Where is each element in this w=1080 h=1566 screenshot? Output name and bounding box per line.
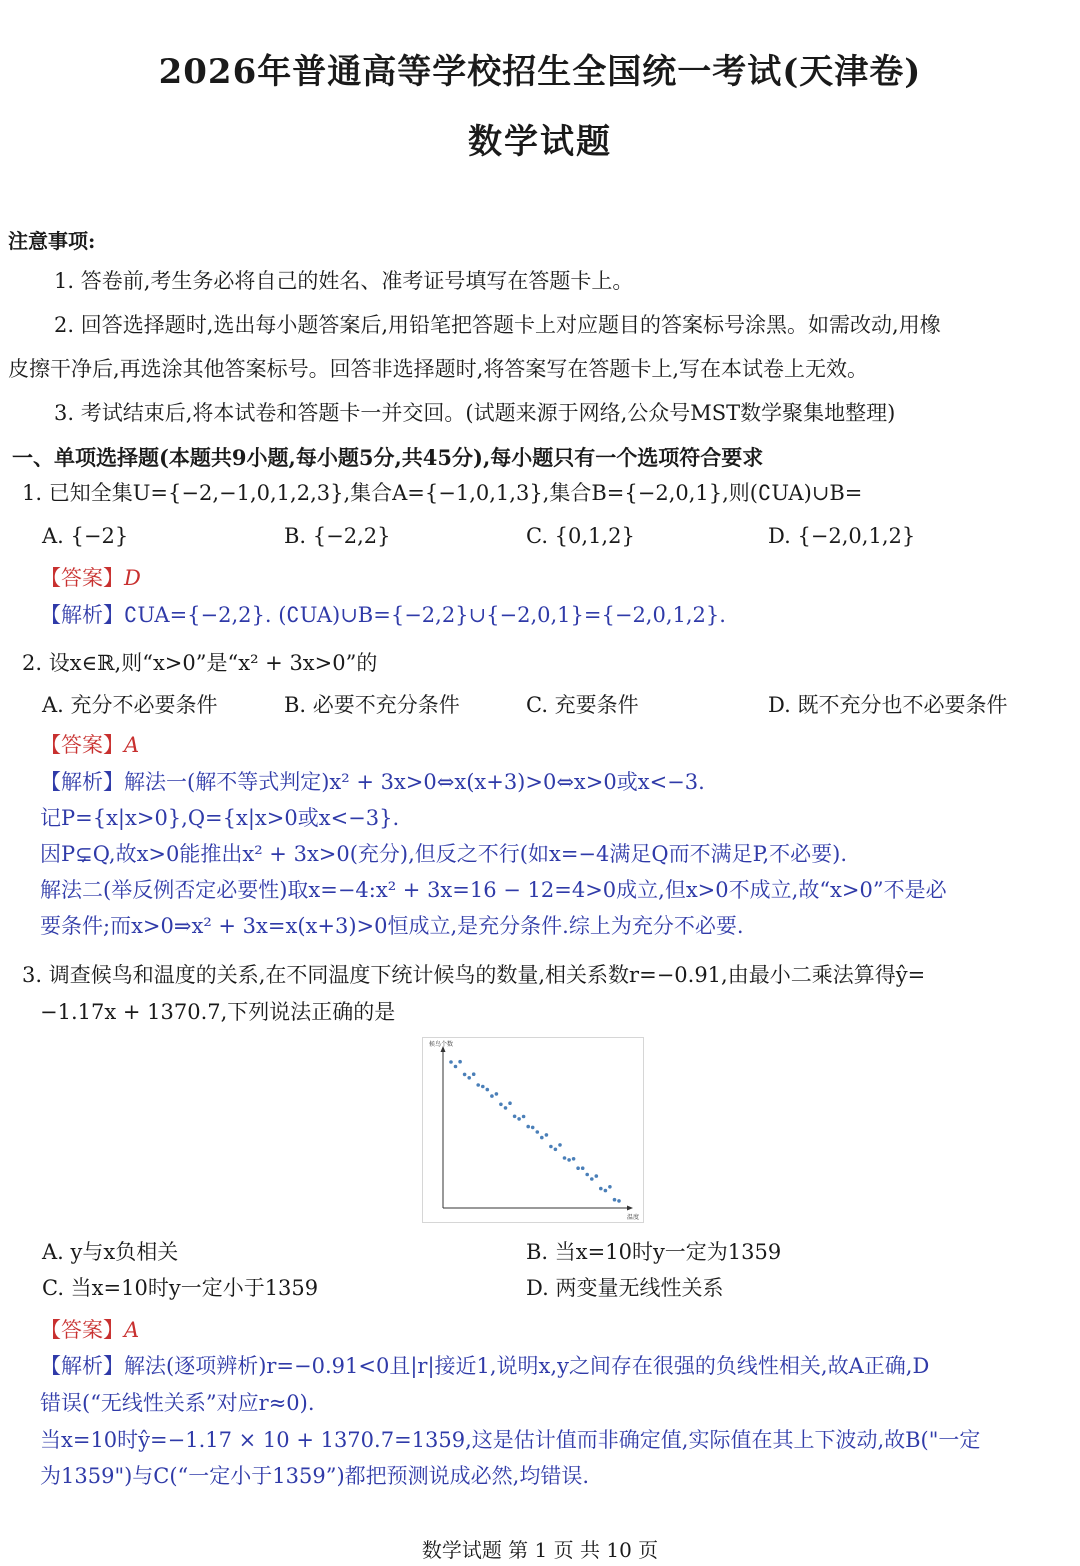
scatter-point xyxy=(490,1094,494,1098)
q2-analysis-line-3: 因P⊊Q,故x>0能推出x² + 3x>0(充分),但反之不行(如x=−4满足Q而不满足P,不必要). xyxy=(40,842,848,866)
q3-analysis-line-2: 错误(“无线性关系”对应r≈0). xyxy=(40,1391,315,1415)
scatter-point xyxy=(508,1101,512,1105)
q3-scatter-plot xyxy=(423,1038,643,1222)
q2-analysis-line-1 xyxy=(40,767,705,797)
q1-analysis-text: ∁UA={−2,2}. (∁UA)∪B={−2,2}∪{−2,0,1}={−2,0,1,2}. xyxy=(124,603,726,627)
scatter-point xyxy=(454,1065,458,1069)
q2-answer xyxy=(40,730,139,760)
scatter-point xyxy=(513,1115,517,1119)
q3-analysis-line-4: 为1359")与C(“一定小于1359”)都把预测说成必然,均错误. xyxy=(40,1464,590,1488)
exam-subtitle: 数学试题 xyxy=(468,122,612,162)
scatter-point xyxy=(467,1076,471,1080)
q2-answer-value: A xyxy=(124,733,140,757)
scatter-point xyxy=(581,1166,585,1170)
scatter-point xyxy=(517,1117,521,1121)
q3-analysis-line-3: 当x=10时ŷ=−1.17 × 10 + 1370.7=1359,这是估计值而非确定值,实际值在其上下波动,故B("一定 xyxy=(40,1428,981,1452)
q3-option-d: D. 两变量无线性关系 xyxy=(526,1276,724,1300)
q1-answer-value: D xyxy=(124,566,141,590)
scatter-point xyxy=(536,1130,540,1134)
q3-analysis-text-1: 解法(逐项辨析)r=−0.91<0且|r|接近1,说明x,y之间存在很强的负线性相关,故A正确,D xyxy=(124,1354,930,1378)
scatter-point xyxy=(526,1125,530,1129)
q2-option-c: C. 充要条件 xyxy=(526,693,639,717)
scatter-point xyxy=(572,1157,576,1161)
answer-tag: 【答案】 xyxy=(40,733,124,757)
scatter-point xyxy=(613,1198,617,1202)
q2-analysis-line-4: 解法二(举反例否定必要性)取x=−4:x² + 3x=16 − 12=4>0成立,但x>0不成立,故“x>0”不是必 xyxy=(40,878,947,902)
q2-option-a: A. 充分不必要条件 xyxy=(42,693,218,717)
page-footer: 数学试题 第 1 页 共 10 页 xyxy=(421,1538,659,1562)
q2-analysis-line-5: 要条件;而x>0⇒x² + 3x=x(x+3)>0恒成立,是充分条件.综上为充分不必要. xyxy=(40,914,744,938)
q3-answer-value: A xyxy=(124,1318,140,1342)
answer-tag: 【答案】 xyxy=(40,1318,124,1342)
scatter-point xyxy=(563,1156,567,1160)
q1-analysis xyxy=(40,600,726,630)
scatter-point xyxy=(458,1060,462,1064)
scatter-point xyxy=(576,1166,580,1170)
q3-option-c: C. 当x=10时y一定小于1359 xyxy=(42,1276,319,1300)
scatter-point xyxy=(567,1158,571,1162)
scatter-point xyxy=(599,1187,603,1191)
analysis-tag: 【解析】 xyxy=(40,770,124,794)
scatter-point xyxy=(499,1103,503,1107)
scatter-point xyxy=(617,1199,621,1203)
scatter-point xyxy=(522,1115,526,1119)
scatter-point xyxy=(540,1136,544,1140)
section-heading: 一、单项选择题(本题共9小题,每小题5分,共45分),每小题只有一个选项符合要求 xyxy=(12,445,764,470)
scatter-point xyxy=(486,1088,490,1092)
analysis-tag: 【解析】 xyxy=(40,1354,124,1378)
q3-option-a: A. y与x负相关 xyxy=(42,1240,179,1264)
scatter-point xyxy=(545,1133,549,1137)
q2-stem: 2. 设x∈ℝ,则“x>0”是“x² + 3x>0”的 xyxy=(22,651,378,675)
q1-option-c: C. {0,1,2} xyxy=(526,524,635,548)
q3-answer xyxy=(40,1315,139,1345)
scatter-point xyxy=(449,1060,453,1064)
scatter-point xyxy=(472,1072,476,1076)
scatter-point xyxy=(608,1185,612,1189)
scatter-point xyxy=(554,1148,558,1152)
q2-analysis-text-1: 解法一(解不等式判定)x² + 3x>0⇔x(x+3)>0⇔x>0或x<−3. xyxy=(124,770,705,794)
q3-option-b: B. 当x=10时y一定为1359 xyxy=(526,1240,782,1264)
x-axis-label: 温度 xyxy=(627,1214,640,1221)
scatter-point xyxy=(504,1106,508,1110)
scatter-point xyxy=(590,1177,594,1181)
scatter-point xyxy=(585,1173,589,1177)
notice-item-3: 3. 考试结束后,将本试卷和答题卡一并交回。(试题来源于网络,公众号MST数学聚集地整理) xyxy=(54,401,896,425)
q2-option-d: D. 既不充分也不必要条件 xyxy=(768,693,1008,717)
scatter-point xyxy=(476,1083,480,1087)
q2-option-b: B. 必要不充分条件 xyxy=(284,693,460,717)
scatter-point xyxy=(558,1143,562,1147)
q1-answer xyxy=(40,563,141,593)
exam-title: 2026年普通高等学校招生全国统一考试(天津卷) xyxy=(158,52,922,92)
scatter-point xyxy=(495,1092,499,1096)
answer-tag: 【答案】 xyxy=(40,566,124,590)
q1-option-a: A. {−2} xyxy=(42,524,129,548)
scatter-point xyxy=(531,1126,535,1130)
scatter-point xyxy=(481,1085,485,1089)
notice-item-1: 1. 答卷前,考生务必将自己的姓名、准考证号填写在答题卡上。 xyxy=(54,269,634,293)
scatter-point xyxy=(463,1073,467,1077)
notice-item-2-line2: 皮擦干净后,再选涂其他答案标号。回答非选择题时,将答案写在答题卡上,写在本试卷上无效。 xyxy=(8,357,869,381)
q2-analysis-line-2: 记P={x|x>0},Q={x|x>0或x<−3}. xyxy=(40,806,400,830)
analysis-tag: 【解析】 xyxy=(40,603,124,627)
x-axis-arrow-icon xyxy=(627,1206,633,1211)
notice-heading: 注意事项: xyxy=(8,229,96,253)
q1-option-d: D. {−2,0,1,2} xyxy=(768,524,916,548)
scatter-point xyxy=(549,1145,553,1149)
q3-stem-line-1: 3. 调查候鸟和温度的关系,在不同温度下统计候鸟的数量,相关系数r=−0.91,由最小二乘法算得ŷ= xyxy=(22,963,926,987)
q1-option-b: B. {−2,2} xyxy=(284,524,391,548)
scatter-points xyxy=(449,1060,621,1203)
q3-stem-line-2: −1.17x + 1370.7,下列说法正确的是 xyxy=(40,1000,396,1024)
q3-analysis-line-1 xyxy=(40,1351,929,1381)
q3-scatter-figure xyxy=(422,1037,644,1223)
y-axis-label: 候鸟个数 xyxy=(429,1041,454,1048)
notice-item-2-line1: 2. 回答选择题时,选出每小题答案后,用铅笔把答题卡上对应题目的答案标号涂黑。如需改动,用橡 xyxy=(54,313,941,337)
scatter-point xyxy=(595,1174,599,1178)
scatter-point xyxy=(604,1189,608,1193)
q1-stem: 1. 已知全集U={−2,−1,0,1,2,3},集合A={−1,0,1,3},集合B={−2,0,1},则(∁UA)∪B= xyxy=(22,481,863,505)
